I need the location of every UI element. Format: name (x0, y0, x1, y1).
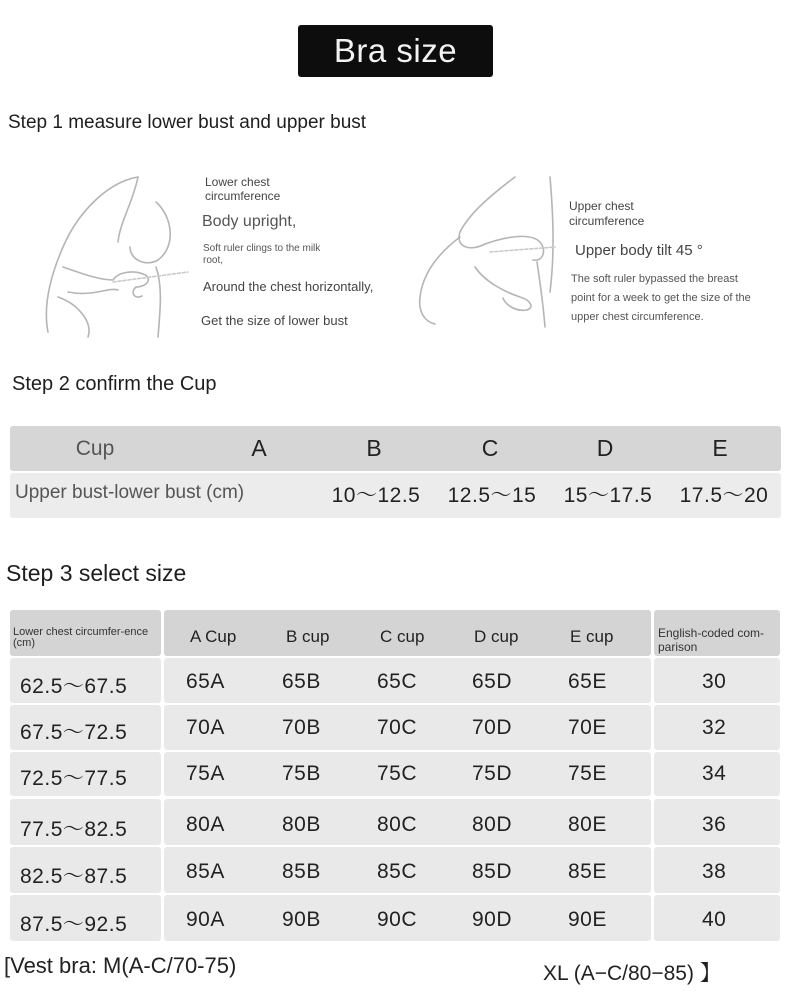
cup-header-e: E (712, 435, 728, 461)
size-c: 80C (377, 813, 418, 836)
footer-vest-bra-xl: XL (A−C/80−85) 】 (543, 962, 721, 985)
size-d: 65D (472, 670, 513, 693)
upper-detail-2: point for a week to get the size of the (571, 292, 751, 304)
size-e: 80E (568, 813, 607, 836)
size-header-a-cup: A Cup (190, 627, 237, 646)
size-english-cell (654, 752, 780, 796)
cup-table-header (10, 426, 781, 471)
size-d: 90D (472, 908, 513, 931)
cup-header-d: D (596, 435, 614, 461)
size-header-d-cup: D cup (474, 627, 519, 646)
upper-detail-3: upper chest circumference. (571, 311, 704, 323)
step1-heading: Step 1 measure lower bust and upper bust (8, 112, 367, 133)
lower-bust-illustration (38, 172, 198, 340)
size-a: 90A (186, 908, 225, 931)
lower-result-text: Get the size of lower bust (201, 313, 348, 328)
size-english-cell (654, 799, 780, 845)
cup-diff-a-b: 10～12.5 (331, 484, 421, 507)
lower-chest-label-1: Lower chest (205, 175, 270, 189)
table-row (164, 705, 651, 750)
upper-detail-1: The soft ruler bypassed the breast (571, 273, 738, 285)
size-row-range-cell (10, 658, 161, 703)
size-header-english-cell (654, 610, 780, 656)
size-header-english: English-coded com-parison (658, 626, 765, 654)
size-range: 77.5～82.5 (20, 818, 128, 841)
size-c: 70C (377, 716, 418, 739)
size-d: 70D (472, 716, 513, 739)
size-english: 40 (702, 908, 727, 931)
upper-chest-label-1: Upper chest (569, 199, 634, 213)
cup-row-label: Upper bust-lower bust (cm) (15, 482, 245, 503)
table-row (164, 658, 651, 703)
step3-heading: Step 3 select size (6, 560, 187, 586)
size-header-c-cup: C cup (380, 627, 425, 646)
size-header-lower: Lower chest circumfer-ence (cm) (13, 626, 149, 649)
lower-pose-text: Body upright, (202, 213, 297, 230)
size-range: 72.5～77.5 (20, 767, 128, 790)
size-b: 65B (282, 670, 321, 693)
size-header-e-cup: E cup (570, 627, 614, 646)
size-b: 70B (282, 716, 321, 739)
size-e: 90E (568, 908, 607, 931)
table-row (164, 895, 651, 941)
size-row-range-cell (10, 705, 161, 750)
lower-detail-2: root, (203, 255, 224, 266)
lower-detail-1: Soft ruler clings to the milk (203, 243, 321, 254)
size-b: 90B (282, 908, 321, 931)
cup-table-row (10, 473, 781, 518)
cup-diff-b-c: 12.5～15 (447, 484, 537, 507)
footer-vest-bra-m: [Vest bra: M(A-C/70-75) (4, 953, 237, 978)
lower-chest-label-2: circumference (205, 189, 281, 203)
size-english-cell (654, 705, 780, 750)
size-c: 75C (377, 762, 418, 785)
size-english: 38 (702, 860, 727, 883)
size-b: 80B (282, 813, 321, 836)
cup-header-c: C (481, 435, 499, 461)
size-english: 36 (702, 813, 727, 836)
size-range: 62.5～67.5 (20, 675, 128, 698)
size-header-lower-cell (10, 610, 161, 656)
size-d: 85D (472, 860, 513, 883)
table-row (164, 799, 651, 845)
cup-diff-c-d: 15～17.5 (563, 484, 653, 507)
upper-pose-text: Upper body tilt 45 ° (575, 242, 703, 259)
size-row-range-cell (10, 799, 161, 845)
size-header-b-cup: B cup (286, 627, 330, 646)
step2-heading: Step 2 confirm the Cup (12, 373, 217, 395)
table-row (164, 847, 651, 893)
size-e: 65E (568, 670, 607, 693)
size-a: 75A (186, 762, 225, 785)
size-english: 32 (702, 716, 727, 739)
size-a: 70A (186, 716, 225, 739)
cup-header-a: A (251, 435, 267, 461)
upper-chest-label-2: circumference (569, 214, 645, 228)
size-c: 90C (377, 908, 418, 931)
size-c: 85C (377, 860, 418, 883)
size-english: 34 (702, 762, 727, 785)
size-e: 85E (568, 860, 607, 883)
size-a: 65A (186, 670, 225, 693)
size-english-cell (654, 658, 780, 703)
size-b: 75B (282, 762, 321, 785)
size-row-range-cell (10, 752, 161, 796)
size-english-cell (654, 847, 780, 893)
size-range: 82.5～87.5 (20, 865, 128, 888)
size-header-cups-cell (164, 610, 651, 656)
page-title: Bra size (298, 25, 493, 77)
size-row-range-cell (10, 847, 161, 893)
size-d: 75D (472, 762, 513, 785)
upper-bust-illustration (415, 172, 565, 332)
size-b: 85B (282, 860, 321, 883)
size-e: 70E (568, 716, 607, 739)
table-row (164, 752, 651, 796)
size-row-range-cell (10, 895, 161, 941)
cup-header-label: Cup (75, 437, 115, 460)
size-english: 30 (702, 670, 727, 693)
cup-header-b: B (366, 435, 382, 461)
cup-diff-d-e: 17.5～20 (679, 484, 769, 507)
size-c: 65C (377, 670, 418, 693)
size-a: 80A (186, 813, 225, 836)
size-d: 80D (472, 813, 513, 836)
lower-around-text: Around the chest horizontally, (203, 279, 374, 294)
size-range: 67.5～72.5 (20, 721, 128, 744)
size-range: 87.5～92.5 (20, 913, 128, 936)
size-a: 85A (186, 860, 225, 883)
size-e: 75E (568, 762, 607, 785)
size-english-cell (654, 895, 780, 941)
